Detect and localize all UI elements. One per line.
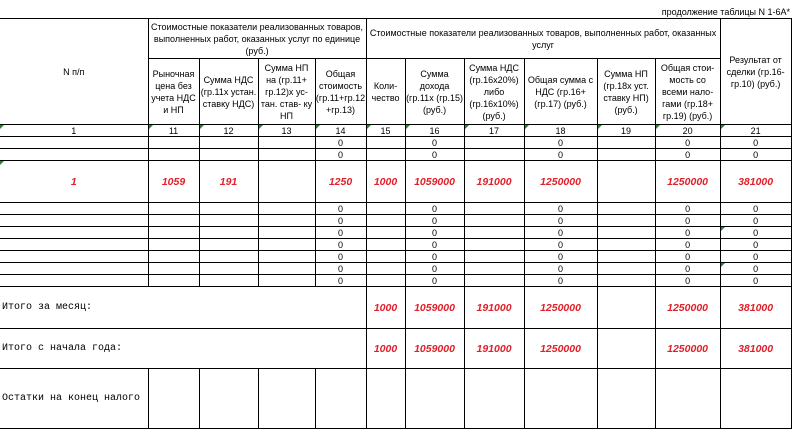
table-cell[interactable]: 0: [655, 239, 720, 251]
table-cell[interactable]: 0: [720, 215, 791, 227]
table-cell[interactable]: [148, 275, 199, 287]
table-cell[interactable]: 0: [315, 263, 366, 275]
table-cell[interactable]: 0: [720, 275, 791, 287]
table-row: [0, 227, 791, 239]
remainder-cell[interactable]: [148, 369, 199, 429]
remainder-cell[interactable]: [597, 369, 655, 429]
table-cell[interactable]: [464, 263, 524, 275]
col-number: 17: [464, 125, 524, 137]
table-row: [0, 263, 791, 275]
table-cell[interactable]: [258, 239, 315, 251]
table-cell[interactable]: [464, 239, 524, 251]
table-cell[interactable]: 0: [524, 149, 597, 161]
table-cell[interactable]: [258, 149, 315, 161]
table-cell[interactable]: 0: [720, 251, 791, 263]
cell-sum-with-vat[interactable]: 1250000: [524, 161, 597, 203]
table-cell[interactable]: [148, 203, 199, 215]
group-a-header: Стоимостные показатели реализованных товаров, выполненных работ, оказанных услуг по единице (руб.): [148, 19, 366, 59]
table-cell[interactable]: [199, 215, 258, 227]
table-cell[interactable]: [464, 215, 524, 227]
table-cell[interactable]: [597, 227, 655, 239]
cell-total-cost[interactable]: 1250: [315, 161, 366, 203]
table-cell[interactable]: [464, 137, 524, 149]
col-20-header: Общая стои- мость со всеми нало- гами (гр.18+ гр.19) (руб.): [655, 59, 720, 125]
remainder-cell[interactable]: [524, 369, 597, 429]
remainder-cell[interactable]: [464, 369, 524, 429]
table-cell[interactable]: [0, 263, 148, 275]
total-month-quantity[interactable]: 1000: [366, 287, 405, 329]
table-cell[interactable]: [464, 227, 524, 239]
table-cell[interactable]: 0: [655, 227, 720, 239]
col-11-header: Рыночная цена без учета НДС и НП: [148, 59, 199, 125]
table-cell[interactable]: [366, 239, 405, 251]
table-cell[interactable]: [258, 203, 315, 215]
row-number[interactable]: 1: [0, 161, 148, 203]
table-cell[interactable]: [0, 215, 148, 227]
table-cell[interactable]: 0: [720, 203, 791, 215]
total-month-label: Итого за месяц:: [0, 287, 366, 329]
total-year-income[interactable]: 1059000: [405, 329, 464, 369]
table-cell[interactable]: [258, 263, 315, 275]
remainder-row: [0, 369, 791, 429]
col-number: 13: [258, 125, 315, 137]
total-month-all-taxes[interactable]: 1250000: [655, 287, 720, 329]
table-cell[interactable]: [597, 149, 655, 161]
remainder-cell[interactable]: [405, 369, 464, 429]
report-table: [0, 18, 792, 429]
table-row: [0, 215, 791, 227]
remainder-label: Остатки на конец налого: [0, 369, 148, 429]
table-cell[interactable]: [199, 239, 258, 251]
col-17-header: Сумма НДС (гр.16х20%) либо (гр.16х10%) (руб.): [464, 59, 524, 125]
col-number: 11: [148, 125, 199, 137]
col-number: 15: [366, 125, 405, 137]
table-cell[interactable]: 0: [315, 275, 366, 287]
table-cell[interactable]: 0: [524, 137, 597, 149]
table-cell[interactable]: [148, 251, 199, 263]
table-cell[interactable]: [0, 227, 148, 239]
cell-vat-amount[interactable]: 191: [199, 161, 258, 203]
table-cell[interactable]: [0, 239, 148, 251]
table-cell[interactable]: 0: [315, 137, 366, 149]
column-numbers-row: [0, 125, 791, 137]
remainder-cell[interactable]: [655, 369, 720, 429]
table-cell[interactable]: [258, 275, 315, 287]
cell-total-all-taxes[interactable]: 1250000: [655, 161, 720, 203]
table-cell[interactable]: [366, 215, 405, 227]
table-cell[interactable]: [464, 251, 524, 263]
remainder-cell[interactable]: [199, 369, 258, 429]
remainder-cell[interactable]: [720, 369, 791, 429]
table-row: [0, 275, 791, 287]
total-year-all-taxes[interactable]: 1250000: [655, 329, 720, 369]
remainder-cell[interactable]: [258, 369, 315, 429]
table-cell[interactable]: 0: [315, 149, 366, 161]
table-cell[interactable]: 0: [405, 275, 464, 287]
table-cell[interactable]: [0, 149, 148, 161]
table-cell[interactable]: [0, 137, 148, 149]
col-number: 14: [315, 125, 366, 137]
table-row: [0, 251, 791, 263]
cell-np-amount[interactable]: [258, 161, 315, 203]
table-cell[interactable]: [199, 251, 258, 263]
col-14-header: Общая стоимость (гр.11+гр.12 +гр.13): [315, 59, 366, 125]
table-cell[interactable]: [597, 239, 655, 251]
total-month-income[interactable]: 1059000: [405, 287, 464, 329]
remainder-cell[interactable]: [366, 369, 405, 429]
col-12-header: Сумма НДС (гр.11х устан. ставку НДС): [199, 59, 258, 125]
table-cell[interactable]: 0: [405, 239, 464, 251]
total-month-np[interactable]: [597, 287, 655, 329]
total-year-quantity[interactable]: 1000: [366, 329, 405, 369]
total-year-sum-with-vat[interactable]: 1250000: [524, 329, 597, 369]
cell-market-price[interactable]: 1059: [148, 161, 199, 203]
table-cell[interactable]: 0: [405, 137, 464, 149]
table-cell[interactable]: [597, 275, 655, 287]
table-cell[interactable]: [258, 137, 315, 149]
table-cell[interactable]: [148, 149, 199, 161]
table-cell[interactable]: [464, 275, 524, 287]
col-number: 18: [524, 125, 597, 137]
table-cell[interactable]: [464, 149, 524, 161]
total-year-vat[interactable]: 191000: [464, 329, 524, 369]
table-row: [0, 149, 791, 161]
table-cell[interactable]: [199, 263, 258, 275]
table-cell[interactable]: 0: [315, 203, 366, 215]
col-number: 1: [0, 125, 148, 137]
table-cell[interactable]: [0, 275, 148, 287]
table-cell[interactable]: 0: [524, 239, 597, 251]
cell-income[interactable]: 1059000: [405, 161, 464, 203]
table-cell[interactable]: 0: [655, 251, 720, 263]
table-row: [0, 203, 791, 215]
total-month-row: [0, 287, 791, 329]
continuation-note: продолжение таблицы N 1-6А*: [661, 7, 790, 17]
table-cell[interactable]: [199, 203, 258, 215]
total-year-result[interactable]: 381000: [720, 329, 791, 369]
col-15-header: Коли- чество: [366, 59, 405, 125]
col-number: 20: [655, 125, 720, 137]
table-cell[interactable]: [366, 203, 405, 215]
table-cell[interactable]: [148, 239, 199, 251]
col-13-header: Сумма НП на (гр.11+ гр.12)х ус- тан. став- ку НП: [258, 59, 315, 125]
total-month-sum-with-vat[interactable]: 1250000: [524, 287, 597, 329]
table-cell[interactable]: 0: [524, 251, 597, 263]
total-month-result[interactable]: 381000: [720, 287, 791, 329]
table-cell[interactable]: [258, 215, 315, 227]
cell-quantity[interactable]: 1000: [366, 161, 405, 203]
table-cell[interactable]: [199, 149, 258, 161]
cell-deal-result[interactable]: 381000: [720, 161, 791, 203]
total-year-row: [0, 329, 791, 369]
table-cell[interactable]: 0: [405, 203, 464, 215]
table-cell[interactable]: [148, 137, 199, 149]
table-cell[interactable]: [148, 227, 199, 239]
table-cell[interactable]: 0: [405, 263, 464, 275]
table-cell[interactable]: 0: [720, 149, 791, 161]
table-cell[interactable]: 0: [524, 263, 597, 275]
total-year-np[interactable]: [597, 329, 655, 369]
table-cell[interactable]: [597, 215, 655, 227]
col-16-header: Сумма дохода (гр.11х (гр.15) (руб.): [405, 59, 464, 125]
remainder-cell[interactable]: [315, 369, 366, 429]
col-np-header: N п/п: [0, 19, 148, 125]
table-cell[interactable]: [464, 203, 524, 215]
col-number: 19: [597, 125, 655, 137]
table-row: [0, 239, 791, 251]
col-number: 16: [405, 125, 464, 137]
table-cell[interactable]: [148, 215, 199, 227]
col-21-header: Результат от сделки (гр.16-гр.10) (руб.): [720, 19, 791, 125]
table-cell[interactable]: [366, 263, 405, 275]
table-cell[interactable]: 0: [655, 203, 720, 215]
table-cell[interactable]: 0: [720, 263, 791, 275]
col-number: 21: [720, 125, 791, 137]
table-cell[interactable]: 0: [405, 215, 464, 227]
table-cell[interactable]: [148, 263, 199, 275]
table-cell[interactable]: 0: [315, 227, 366, 239]
table-cell[interactable]: 0: [655, 275, 720, 287]
group-b-header: Стоимостные показатели реализованных товаров, выполненных работ, оказанных услуг: [366, 19, 720, 59]
cell-np-sum[interactable]: [597, 161, 655, 203]
table-cell[interactable]: 0: [405, 251, 464, 263]
total-year-label: Итого с начала года:: [0, 329, 366, 369]
table-cell[interactable]: [597, 137, 655, 149]
col-18-header: Общая сумма с НДС (гр.16+ (гр.17) (руб.): [524, 59, 597, 125]
table-cell[interactable]: [597, 251, 655, 263]
table-cell[interactable]: [258, 251, 315, 263]
table-cell[interactable]: [199, 275, 258, 287]
table-cell[interactable]: [0, 203, 148, 215]
table-row: [0, 137, 791, 149]
col-number: 12: [199, 125, 258, 137]
table-cell[interactable]: 0: [655, 215, 720, 227]
table-cell[interactable]: 0: [524, 203, 597, 215]
table-cell[interactable]: 0: [655, 263, 720, 275]
table-cell[interactable]: 0: [524, 215, 597, 227]
table-cell[interactable]: [366, 137, 405, 149]
table-cell[interactable]: 0: [720, 227, 791, 239]
data-row-1: [0, 161, 791, 203]
col-19-header: Сумма НП (гр.18х уст. ставку НП) (руб.): [597, 59, 655, 125]
table-cell[interactable]: 0: [524, 275, 597, 287]
table-cell[interactable]: [597, 203, 655, 215]
table-cell[interactable]: 0: [720, 239, 791, 251]
total-month-vat[interactable]: 191000: [464, 287, 524, 329]
table-cell[interactable]: [366, 251, 405, 263]
table-cell[interactable]: [597, 263, 655, 275]
table-cell[interactable]: 0: [315, 239, 366, 251]
table-cell[interactable]: 0: [315, 215, 366, 227]
table-cell[interactable]: 0: [405, 227, 464, 239]
table-cell[interactable]: [258, 227, 315, 239]
cell-vat-sum[interactable]: 191000: [464, 161, 524, 203]
table-cell[interactable]: [366, 149, 405, 161]
table-cell[interactable]: [366, 275, 405, 287]
table-cell[interactable]: [366, 227, 405, 239]
table-cell[interactable]: [0, 251, 148, 263]
table-cell[interactable]: 0: [405, 149, 464, 161]
table-cell[interactable]: [199, 227, 258, 239]
table-cell[interactable]: 0: [655, 149, 720, 161]
table-cell[interactable]: [199, 137, 258, 149]
table-cell[interactable]: 0: [315, 251, 366, 263]
table-cell[interactable]: 0: [524, 227, 597, 239]
table-cell[interactable]: 0: [720, 137, 791, 149]
table-cell[interactable]: 0: [655, 137, 720, 149]
